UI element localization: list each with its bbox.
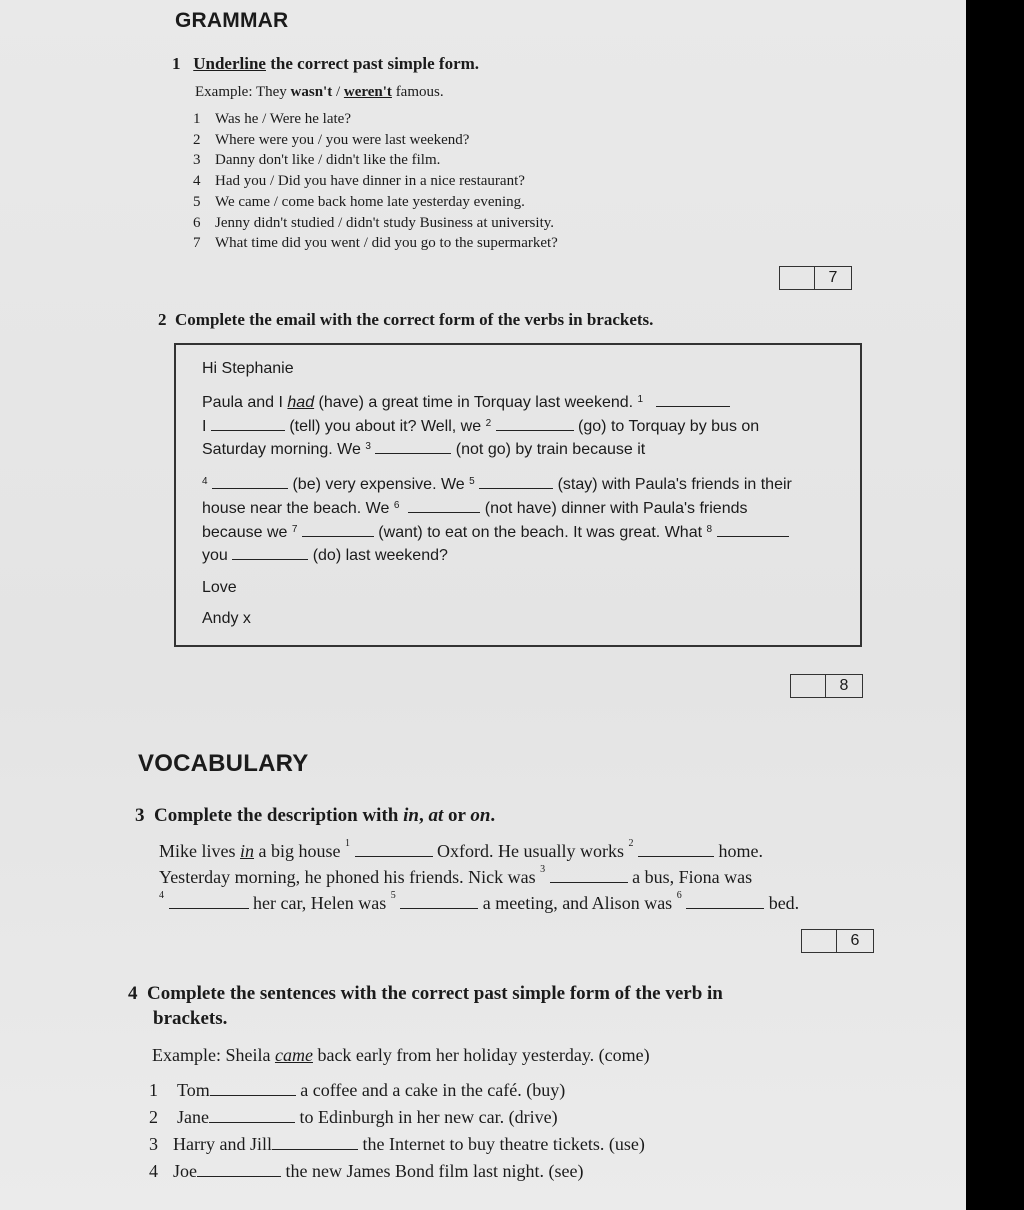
text: house near the beach. We [202,500,394,517]
answer-gap-8-cont[interactable] [232,545,308,560]
score-entry-cell[interactable] [802,930,837,952]
item-subject: Joe [173,1161,197,1181]
task1-title-underlined: Underline [193,54,266,73]
task2-title-text: Complete the email with the correct form of the verbs in brackets. [175,310,654,329]
text: a big house [254,841,345,861]
item-text: What time did you went / did you go to the supermarket? [215,235,558,252]
gap-number: 4 [159,890,164,901]
gap-number: 6 [393,500,400,511]
task1-item-list [193,109,558,254]
item-number: 2 [193,131,201,148]
example-prefix: Example: They [195,84,291,100]
task3-number: 3 [135,805,145,826]
example-suffix: famous. [391,84,444,100]
item-text: Had you / Did you have dinner in a nice restaurant? [215,173,525,190]
text: a meeting, and Alison was [478,893,677,913]
text: Example: Sheila [152,1045,275,1065]
answer-gap-2[interactable] [496,416,574,431]
item-number: 3 [193,152,201,169]
answer-gap-4[interactable] [197,1162,281,1177]
list-item [193,233,558,254]
answer-gap-3[interactable] [272,1135,358,1150]
answer-gap-1[interactable] [210,1081,296,1096]
text: Saturday morning. We [202,441,366,458]
gap-number: 8 [706,524,713,535]
score-entry-cell[interactable] [791,675,826,697]
answer-gap-6[interactable] [408,498,480,513]
list-item [149,1107,558,1128]
item-number: 4 [193,173,201,190]
email-greeting: Hi Stephanie [202,360,294,377]
answer-gap-5[interactable] [479,474,553,489]
text: in [403,805,419,826]
item-text: the new James Bond film last night. (see) [281,1161,584,1181]
text: or [443,805,471,826]
example-option-a: wasn't [290,84,333,100]
item-number: 1 [149,1080,158,1100]
list-item [193,213,558,234]
task1-score-box [779,266,852,290]
email-line-4 [202,473,840,496]
task1-title [172,54,479,74]
score-total: 6 [850,932,860,949]
email-closing: Love [202,579,237,596]
answer-gap-6[interactable] [686,894,764,909]
item-text: a coffee and a cake in the café. (buy) [295,1080,566,1100]
task4-number: 4 [128,983,138,1004]
answer-gap-4[interactable] [212,474,288,489]
email-signature: Andy x [202,610,251,627]
vocabulary-heading: VOCABULARY [138,750,309,777]
task1-title-rest: the correct past simple form. [265,54,480,73]
task3-title [135,805,495,827]
item-text: Danny don't like / didn't like the film. [215,152,441,169]
answer-gap-1-cont[interactable] [211,416,285,431]
item-text: to Edinburgh in her new car. (drive) [294,1107,558,1127]
item-subject: Tom [177,1080,210,1100]
answer-gap-3[interactable] [375,439,451,454]
text: her car, Helen was [248,893,391,913]
text: (tell) you about it? Well, we [284,418,486,435]
gap-number: 2 [628,838,634,849]
email-line-6 [202,521,840,544]
text: (want) to eat on the beach. It was great. What [373,524,707,541]
item-subject: Jane [177,1107,209,1127]
text: on [470,805,491,826]
gap-number: 3 [540,864,546,875]
task4-title-line-1: Complete the sentences with the correct past simple form of the verb in [147,983,723,1004]
text: , [418,805,429,826]
list-item [149,1134,645,1155]
task1-number: 1 [172,54,181,73]
list-item [193,150,558,171]
task3-score-box [801,929,874,953]
task4-example [152,1045,650,1066]
gap-number: 7 [291,524,298,535]
task2-title [158,310,653,330]
task3-line-3 [159,890,800,914]
gap-number: 5 [469,476,475,487]
task2-number: 2 [158,310,167,329]
item-number: 7 [193,235,201,252]
gap-number: 1 [345,838,350,849]
list-item [149,1161,583,1182]
text: (go) to Torquay by bus on [573,418,760,435]
text: home. [713,841,763,861]
item-number: 2 [149,1107,158,1127]
answer-gap-5[interactable] [400,894,478,909]
text: at [428,805,444,826]
text: . [490,805,496,826]
item-text: the Internet to buy theatre tickets. (use) [357,1134,645,1154]
item-subject: Harry and Jill [173,1134,272,1154]
gap-number: 1 [637,394,644,405]
text: you [202,547,233,564]
text: Complete the description with [154,805,404,826]
score-total: 8 [839,677,849,694]
task4-title [128,983,723,1005]
text: bed. [764,893,800,913]
text: Mike lives [159,841,240,861]
text: (have) a great time in Torquay last weekend. [314,394,638,411]
answer-gap-8[interactable] [717,522,789,537]
list-item [193,192,558,213]
gap-number: 3 [365,441,371,452]
gap-number: 4 [202,476,208,487]
email-line-2 [202,415,840,438]
email-line-1 [202,391,840,414]
item-text: We came / come back home late yesterday evening. [215,193,525,210]
text: Oxford. He usually works [432,841,629,861]
email-line-7 [202,544,840,567]
item-number: 6 [193,214,201,231]
example-answer: came [274,1045,313,1065]
item-text: Was he / Were he late? [215,111,351,127]
example-answer: had [287,394,315,411]
item-number: 5 [193,193,201,210]
text: (do) last weekend? [308,547,448,564]
gap-number: 6 [676,890,682,901]
text: (be) very expensive. We [288,476,470,493]
text: I [202,418,211,435]
text: because we [202,524,292,541]
list-item [193,171,558,192]
answer-gap-1[interactable] [656,392,730,407]
email-line-5 [202,497,840,520]
gap-number: 2 [485,418,492,429]
list-item [193,109,558,130]
email-box [174,343,862,647]
grammar-heading: GRAMMAR [175,9,289,32]
example-option-b: weren't [343,84,392,100]
answer-gap-4[interactable] [169,894,249,909]
list-item [149,1080,565,1101]
task1-example [195,84,444,101]
item-number: 1 [193,111,201,127]
text: Paula and I [202,394,288,411]
text: a bus, Fiona was [627,867,753,887]
score-entry-cell[interactable] [780,267,815,289]
text: (stay) with Paula's friends in their [553,476,792,493]
email-line-3 [202,438,840,461]
text: (not go) by train because it [451,441,646,458]
example-separator: / [332,84,344,100]
task2-score-box [790,674,863,698]
text: (not have) dinner with Paula's friends [480,500,748,517]
item-text: Jenny didn't studied / didn't study Business at university. [215,214,555,231]
answer-gap-7[interactable] [302,522,374,537]
answer-gap-2[interactable] [209,1108,295,1123]
answer-gap-3[interactable] [550,868,628,883]
item-text: Where were you / you were last weekend? [215,131,470,148]
text: Yesterday morning, he phoned his friends. Nick was [159,867,541,887]
item-number: 4 [149,1161,158,1181]
text: back early from her holiday yesterday. (come) [312,1045,650,1065]
list-item [193,130,558,151]
example-answer: in [240,841,255,861]
task3-line-1 [159,838,763,862]
answer-gap-1[interactable] [355,842,433,857]
task4-title-line-2: brackets. [153,1008,228,1029]
item-number: 3 [149,1134,158,1154]
gap-number: 5 [390,890,396,901]
answer-gap-2[interactable] [638,842,714,857]
score-total: 7 [828,269,838,286]
task3-line-2 [159,864,753,888]
